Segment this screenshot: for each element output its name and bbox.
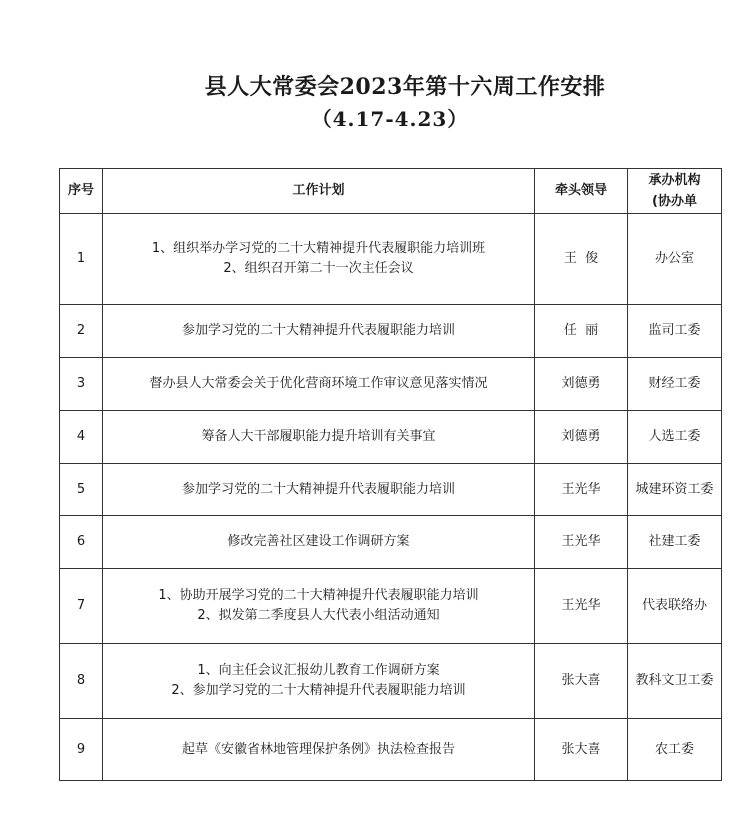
cell-org: 社建工委 (628, 516, 722, 569)
cell-no: 8 (60, 644, 103, 719)
cell-lead: 王光华 (535, 569, 628, 644)
plan-line: 筹备人大干部履职能力提升培训有关事宜 (201, 429, 436, 444)
plan-line: 2、拟发第二季度县人大代表小组活动通知 (197, 608, 440, 623)
plan-line: 1、协助开展学习党的二十大精神提升代表履职能力培训 (158, 588, 479, 603)
plan-line: 修改完善社区建设工作调研方案 (227, 534, 410, 549)
cell-org: 农工委 (628, 719, 722, 781)
cell-no: 3 (60, 358, 103, 411)
plan-line: 2、参加学习党的二十大精神提升代表履职能力培训 (171, 683, 466, 698)
cell-no: 5 (60, 464, 103, 516)
cell-plan (103, 516, 535, 569)
work-schedule-table (59, 168, 722, 781)
cell-plan (103, 464, 535, 516)
header-org-line2: (协办单 (652, 194, 697, 209)
plan-line: 督办县人大常委会关于优化营商环境工作审议意见落实情况 (149, 376, 488, 391)
cell-org: 城建环资工委 (628, 464, 722, 516)
cell-lead: 张大喜 (535, 719, 628, 781)
cell-lead: 王 俊 (535, 214, 628, 305)
cell-lead: 任 丽 (535, 305, 628, 358)
cell-org: 代表联络办 (628, 569, 722, 644)
page-subtitle-date-range: （4.17-4.23） (311, 107, 469, 131)
cell-no: 9 (60, 719, 103, 781)
table-row (60, 464, 722, 516)
cell-org: 办公室 (628, 214, 722, 305)
header-org (628, 169, 722, 214)
table-row (60, 214, 722, 305)
header-no: 序号 (60, 169, 103, 214)
plan-line: 2、组织召开第二十一次主任会议 (223, 261, 414, 276)
cell-lead: 张大喜 (535, 644, 628, 719)
page-title: 县人大常委会2023年第十六周工作安排 (204, 74, 606, 100)
cell-org: 财经工委 (628, 358, 722, 411)
plan-line: 1、组织举办学习党的二十大精神提升代表履职能力培训班 (151, 241, 486, 256)
cell-plan (103, 644, 535, 719)
cell-org: 监司工委 (628, 305, 722, 358)
plan-line: 参加学习党的二十大精神提升代表履职能力培训 (181, 481, 455, 497)
cell-lead: 王光华 (535, 464, 628, 516)
cell-plan (103, 305, 535, 358)
cell-lead: 刘德勇 (535, 411, 628, 464)
header-lead: 牵头领导 (535, 169, 628, 214)
table-row (60, 719, 722, 781)
cell-plan (103, 358, 535, 411)
table-row (60, 569, 722, 644)
cell-no: 4 (60, 411, 103, 464)
plan-line: 1、向主任会议汇报幼儿教育工作调研方案 (197, 663, 440, 678)
table-row (60, 358, 722, 411)
table-row (60, 516, 722, 569)
plan-line: 起草《安徽省林地管理保护条例》执法检查报告 (181, 741, 455, 757)
plan-line: 参加学习党的二十大精神提升代表履职能力培训 (181, 323, 455, 338)
cell-plan (103, 569, 535, 644)
cell-org: 教科文卫工委 (628, 644, 722, 719)
header-org-line1: 承办机构 (648, 173, 701, 188)
cell-no: 7 (60, 569, 103, 644)
header-plan: 工作计划 (103, 169, 535, 214)
cell-plan (103, 214, 535, 305)
cell-plan (103, 411, 535, 464)
cell-lead: 王光华 (535, 516, 628, 569)
table-row (60, 305, 722, 358)
cell-lead: 刘德勇 (535, 358, 628, 411)
cell-no: 6 (60, 516, 103, 569)
table-row (60, 644, 722, 719)
cell-org: 人选工委 (628, 411, 722, 464)
table-header-row (60, 169, 722, 214)
table-row (60, 411, 722, 464)
cell-no: 2 (60, 305, 103, 358)
cell-no: 1 (60, 214, 103, 305)
cell-plan (103, 719, 535, 781)
